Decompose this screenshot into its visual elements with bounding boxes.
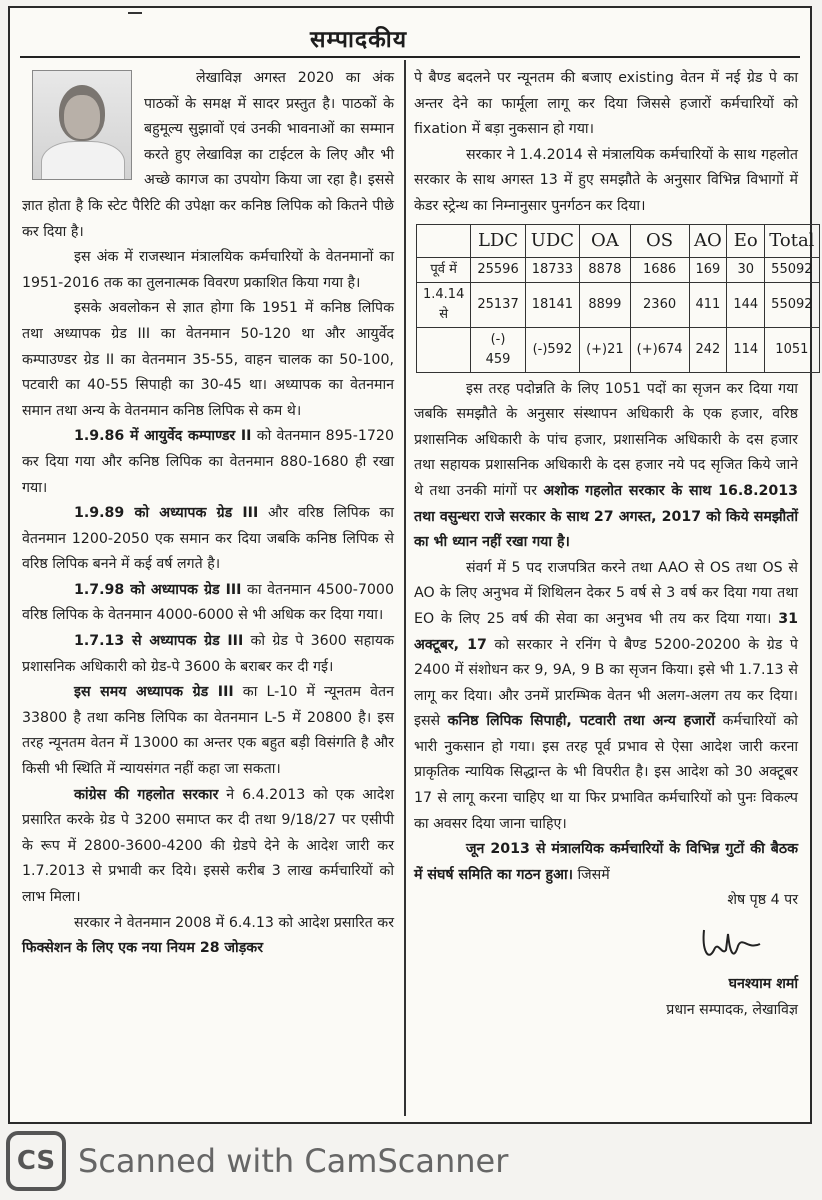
title-rule — [20, 56, 800, 58]
cadre-paragraph: सरकार ने 1.4.2014 से मंत्रालयिक कर्मचारियों के साथ गहलोत सरकार के साथ अगस्त 13 में हुए समझौते के अनुसार विभिन्न विभागों में केडर स्ट्रेन्थ का निम्नानुसार पुनर्गठन कर दिया। — [414, 146, 798, 214]
camscanner-watermark — [6, 1126, 508, 1196]
cadre-change-paragraph: संवर्ग में 5 पद राजपत्रित करने तथा AAO से OS तथा OS से AO के लिए अनुभव में शिथिलन देकर 5 वर्ष से 3 वर्ष कर दिया गया तथा EO के लिए 25 वर्ष की सेवा का अनुभव भी तय कर दिया गया। 31 अक्टूबर, 17 को सरकार ने रनिंग पे बैण्ड 5200-20200 के ग्रेड पे 2400 में संशोधन कर 9, 9A, 9 B का सृजन किया। इसे भी 1.7.13 से लागू कर दिया। और उनमें प्रारम्भिक वेतन भी अलग-अलग तय कर दिया। इससे कनिष्ठ लिपिक सिपाही, पटवारी तथा अन्य हजारों कर्मचारियों को भारी नुकसान हो गया। इस तरह पूर्व प्रभाव से ऐसा आदेश जारी करना प्राकृतिक न्यायिक सिद्धान्त के भी विपरीत है। इस आदेश को 30 अक्टूबर 17 से लागू करना चाहिए था या फिर प्रभावित कर्मचारियों को पुनः विकल्प का अवसर दिया जाना चाहिए। — [414, 559, 798, 832]
cadre-strength-table — [416, 224, 820, 373]
camscanner-logo-icon: CS — [6, 1131, 66, 1191]
column-divider — [404, 60, 406, 1116]
right-column — [414, 66, 815, 1023]
paragraph-2: इस अंक में राजस्थान मंत्रालयिक कर्मचारियों के वेतनमानों का 1951-2016 तक का तुलनात्मक विवरण प्रकाशित किया गया है। — [22, 249, 394, 291]
editorial-page — [8, 6, 815, 1124]
editor-role: प्रधान सम्पादक, लेखाविज्ञ — [666, 1001, 798, 1018]
promotion-paragraph: इस तरह पदोन्नति के लिए 1051 पदों का सृजन कर दिया गया जबकि समझौते के अनुसार संस्थापन अधिकारी के एक हजार, वरिष्ठ प्रशासनिक अधिकारी के पांच हजार, प्रशासनिक अधिकारी के दस हजार तथा सहायक प्रशासनिक अधिकारी के दस हजार नये पद सृजित किये जाने थे तथा उनकी मांगों पर अशोक गहलोत सरकार के साथ 16.8.2013 तथा वसुन्धरा राजे सरकार के साथ 27 अगस्त, 2017 को किये समझौतों का भी ध्यान नहीं रखा गया है। — [414, 380, 798, 551]
paragraph-8: इस समय अध्यापक ग्रेड III का L-10 में न्यूनतम वेतन 33800 है तथा कनिष्ठ लिपिक का वेतनमान L-5 में 20800 है। इस तरह न्यूनतम वेतन में 13000 का अन्तर एक बहुत बड़ी विसंगति है और किसी भी स्थिति में न्यायसंगत नहीं कहा जा सकता। — [22, 684, 395, 778]
paragraph-4: 1.9.86 में आयुर्वेद कम्पाण्डर II को वेतनमान 895-1720 कर दिया गया और कनिष्ठ लिपिक का वेतनमान 880-1680 ही रखा गया। — [22, 428, 394, 496]
paragraph-3: इसके अवलोकन से ज्ञात होगा कि 1951 में कनिष्ठ लिपिक तथा अध्यापक ग्रेड III का वेतनमान 50-120 था और आयुर्वेद कम्पाउण्डर ग्रेड II का वेतनमान 35-55, वाहन चालक का 50-100, पटवारी का 40-55 सिपाही का 30-45 था। अध्यापक का वेतनमान समान तथा अन्य के वेतनमान कनिष्ठ लिपिक से कम थे। — [22, 300, 394, 419]
signature-scribble — [698, 920, 768, 970]
committee-paragraph: जून 2013 से मंत्रालयिक कर्मचारियों के विभिन्न गुटों की बैठक में संघर्ष समिति का गठन हुआ। जिसमें — [414, 841, 798, 883]
scan-mark — [128, 12, 142, 24]
intro-paragraph: लेखाविज्ञ अगस्त 2020 का अंक पाठकों के समक्ष में सादर प्रस्तुत है। पाठकों के बहुमूल्य सुझावों एवं उनकी भावनाओं का सम्मान करते हुए लेखाविज्ञ का टाईटल के लिए और भी अच्छे कागज का उपयोग किया जा रहा है। इससे ज्ञात होता है कि स्टेट पैरिटि की उपेक्षा कर कनिष्ठ लिपिक को कितने पीछे कर दिया है। — [22, 70, 394, 240]
table-row: पूर्व में 25596 18733 8878 1686 169 30 55092 — [417, 257, 820, 282]
table-row: (-) 459 (-)592 (+)21 (+)674 242 114 1051 — [417, 327, 820, 372]
signature — [414, 914, 798, 972]
paragraph-9: कांग्रेस की गहलोत सरकार ने 6.4.2013 को एक आदेश प्रसारित करके ग्रेड पे 3200 समाप्त कर दी तथा 9/18/27 पर एसीपी के रूप में 2800-3600-4200 की ग्रेडपे देने के आदेश जारी कर 1.7.2013 से प्रभावी कर दिये। इससे करीब 3 लाख कर्मचारियों को लाभ मिला। — [22, 786, 394, 905]
page-title: सम्पादकीय — [310, 27, 408, 53]
left-column — [22, 66, 394, 962]
continued-paragraph: पे बैण्ड बदलने पर न्यूनतम की बजाए existing वेतन में नई ग्रेड पे का अन्तर देने का फार्मूला लागू कर दिया जिससे हजारों कर्मचारियों को fixation में बड़ा नुकसान हो गया। — [414, 70, 798, 138]
paragraph-10: सरकार ने वेतनमान 2008 में 6.4.13 को आदेश प्रसारित कर फिक्सेशन के लिए एक नया नियम 28 जोड़कर — [22, 914, 394, 957]
table-header-row: LDC UDC OA OS AO Eo Total — [417, 224, 820, 257]
paragraph-6: 1.7.98 को अध्यापक ग्रेड III का वेतनमान 4500-7000 वरिष्ठ लिपिक के वेतनमान 4000-6000 से भी अधिक कर दिया गया। — [22, 581, 394, 624]
editor-name: घनश्याम शर्मा — [728, 976, 798, 993]
table-row: 1.4.14 से 25137 18141 8899 2360 411 144 55092 — [417, 282, 820, 327]
paragraph-5: 1.9.89 को अध्यापक ग्रेड III और वरिष्ठ लिपिक का वेतनमान 1200-2050 एक समान कर दिया जबकि कनिष्ठ लिपिक से वरिष्ठ लिपिक बनने में कई वर्ष लगते है। — [22, 505, 394, 573]
paragraph-7: 1.7.13 से अध्यापक ग्रेड III को ग्रेड पे 3600 सहायक प्रशासनिक अधिकारी को ग्रेड-पे 3600 के बराबर कर दी गई। — [22, 633, 394, 675]
editor-photo — [32, 70, 132, 180]
watermark-text: Scanned with CamScanner — [78, 1142, 509, 1180]
continued-note: शेष पृष्ठ 4 पर — [727, 892, 798, 909]
